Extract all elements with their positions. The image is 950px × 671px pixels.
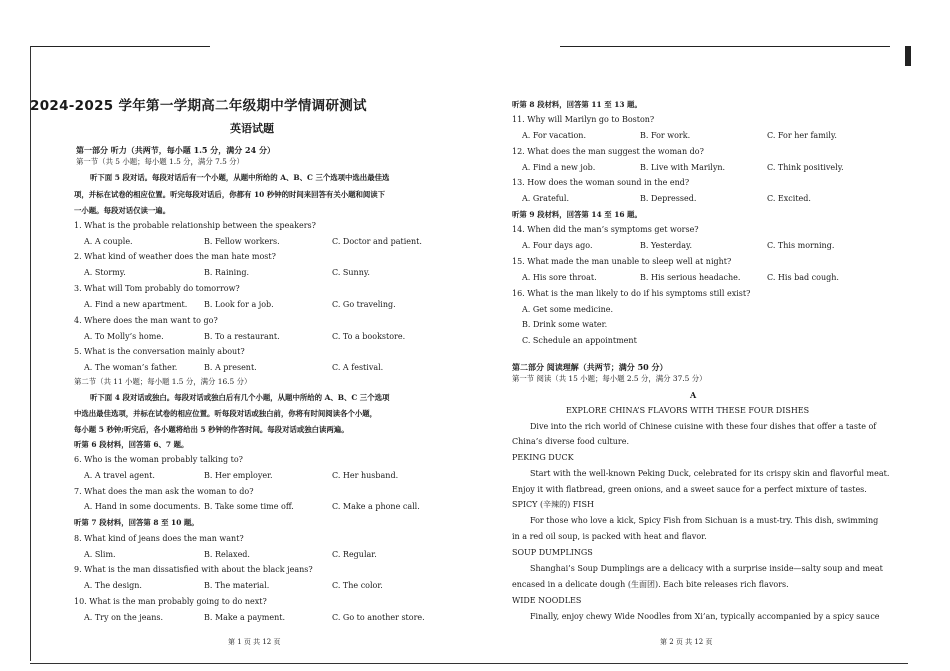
scan-edge-top-right <box>560 46 890 47</box>
part2-heading: 第二部分 阅读理解（共两节；满分 50 分） <box>512 362 668 372</box>
page-footer-2: 第 2 页 共 12 页 <box>660 638 713 646</box>
heading-peking-duck: PEKING DUCK <box>512 453 574 462</box>
q3-stem: 3. What will Tom probably do tomorrow? <box>74 284 240 293</box>
q4-option-a: A. To Molly’s home. <box>84 332 164 341</box>
q13-stem: 13. How does the woman sound in the end? <box>512 178 690 187</box>
section2-instr-2: 中选出最佳选项，并标在试卷的相应位置。听每段对话或独白前，你将有时间阅读各个小题， <box>74 409 378 418</box>
q3-option-c: C. Go traveling. <box>332 300 396 309</box>
section1-instr-3: 一小题。每段对话仅读一遍。 <box>74 206 171 215</box>
q9-option-b: B. The material. <box>204 581 270 590</box>
section2-instr-1: 听下面 4 段对话或独白。每段对话或独白后有几个小题，从题中所给的 A、B、C 三个选项 <box>90 393 390 402</box>
q10-stem: 10. What is the man probably going to do next? <box>74 597 267 606</box>
q12-option-b: B. Live with Marilyn. <box>640 163 726 172</box>
page-footer-1: 第 1 页 共 12 页 <box>228 638 281 646</box>
q14-option-b: B. Yesterday. <box>640 241 693 250</box>
q2-stem: 2. What kind of weather does the man hate most? <box>74 252 276 261</box>
q16-option-b: B. Drink some water. <box>522 320 608 329</box>
soup-line-1: Shanghai’s Soup Dumplings are a delicacy with a surprise inside—salty soup and meat <box>530 564 883 573</box>
scan-edge-right-mark <box>905 46 911 66</box>
intro-line-1: Dive into the rich world of Chinese cuisine with these four dishes that offer a taste of <box>530 422 877 431</box>
q13-option-c: C. Excited. <box>767 194 811 203</box>
q10-option-c: C. Go to another store. <box>332 613 425 622</box>
q11-stem: 11. Why will Marilyn go to Boston? <box>512 115 655 124</box>
q15-option-c: C. His bad cough. <box>767 273 839 282</box>
q12-option-c: C. Think positively. <box>767 163 844 172</box>
q11-option-b: B. For work. <box>640 131 691 140</box>
q5-option-a: A. The woman’s father. <box>84 363 178 372</box>
material-6-heading: 听第 6 段材料，回答第 6、7 题。 <box>74 440 189 449</box>
q15-stem: 15. What made the man unable to sleep well at night? <box>512 257 732 266</box>
q2-option-c: C. Sunny. <box>332 268 370 277</box>
q14-option-c: C. This morning. <box>767 241 835 250</box>
q1-option-a: A. A couple. <box>84 237 133 246</box>
spicy-line-2: in a red oil soup, is packed with heat and flavor. <box>512 532 707 541</box>
q1-option-c: C. Doctor and patient. <box>332 237 422 246</box>
peking-line-1: Start with the well-known Peking Duck, celebrated for its crispy skin and flavorful meat. <box>530 469 890 478</box>
section2-heading: 第二节（共 11 小题；每小题 1.5 分，满分 16.5 分） <box>74 377 252 386</box>
q4-option-b: B. To a restaurant. <box>204 332 280 341</box>
q7-option-b: B. Take some time off. <box>204 502 294 511</box>
q6-option-a: A. A travel agent. <box>84 471 155 480</box>
scan-edge-bottom <box>30 663 908 664</box>
q14-stem: 14. When did the man’s symptoms get worse? <box>512 225 699 234</box>
heading-wide-noodles: WIDE NOODLES <box>512 596 582 605</box>
q1-option-b: B. Fellow workers. <box>204 237 280 246</box>
q3-option-b: B. Look for a job. <box>204 300 274 309</box>
q16-stem: 16. What is the man likely to do if his symptoms still exist? <box>512 289 751 298</box>
spicy-line-1: For those who love a kick, Spicy Fish from Sichuan is a must-try. This dish, swimming <box>530 516 879 525</box>
section1-instr-2: 项，并标在试卷的相应位置。听完每段对话后，你都有 10 秒钟的时间来回答有关小题和阅读下 <box>74 190 386 199</box>
heading-spicy-fish: SPICY (辛辣的) FISH <box>512 500 594 509</box>
q6-stem: 6. Who is the woman probably talking to? <box>74 455 243 464</box>
section1-instr-1: 听下面 5 段对话。每段对话后有一个小题，从题中所给的 A、B、C 三个选项中选出最佳选 <box>90 173 390 182</box>
scan-edge-left <box>30 46 31 661</box>
reading-section-heading: 第一节 阅读（共 15 小题；每小题 2.5 分，满分 37.5 分） <box>512 374 707 383</box>
peking-line-2: Enjoy it with flatbread, green onions, and a sweet sauce for a perfect mixture of tastes. <box>512 485 867 494</box>
q8-option-c: C. Regular. <box>332 550 377 559</box>
q13-option-a: A. Grateful. <box>522 194 570 203</box>
q7-stem: 7. What does the man ask the woman to do? <box>74 487 254 496</box>
q3-option-a: A. Find a new apartment. <box>84 300 188 309</box>
q16-option-a: A. Get some medicine. <box>522 305 613 314</box>
passage-title: EXPLORE CHINA’S FLAVORS WITH THESE FOUR DISHES <box>566 406 810 415</box>
q8-option-a: A. Slim. <box>84 550 116 559</box>
q4-stem: 4. Where does the man want to go? <box>74 316 218 325</box>
exam-subject: 英语试题 <box>230 122 274 135</box>
q13-option-b: B. Depressed. <box>640 194 697 203</box>
q8-option-b: B. Relaxed. <box>204 550 250 559</box>
q1-stem: 1. What is the probable relationship between the speakers? <box>74 221 316 230</box>
q9-option-c: C. The color. <box>332 581 383 590</box>
material-7-heading: 听第 7 段材料，回答第 8 至 10 题。 <box>74 518 199 527</box>
q12-option-a: A. Find a new job. <box>522 163 596 172</box>
q7-option-c: C. Make a phone call. <box>332 502 420 511</box>
q15-option-b: B. His serious headache. <box>640 273 741 282</box>
q10-option-b: B. Make a payment. <box>204 613 286 622</box>
q5-stem: 5. What is the conversation mainly about? <box>74 347 245 356</box>
q2-option-a: A. Stormy. <box>84 268 126 277</box>
q9-stem: 9. What is the man dissatisfied with about the black jeans? <box>74 565 313 574</box>
q6-option-c: C. Her husband. <box>332 471 399 480</box>
material-8-heading: 听第 8 段材料，回答第 11 至 13 题。 <box>512 100 642 109</box>
scan-edge-top <box>30 46 210 47</box>
passage-letter: A <box>690 390 697 400</box>
q2-option-b: B. Raining. <box>204 268 250 277</box>
q12-stem: 12. What does the man suggest the woman do? <box>512 147 704 156</box>
q11-option-a: A. For vacation. <box>522 131 586 140</box>
q16-option-c: C. Schedule an appointment <box>522 336 637 345</box>
q6-option-b: B. Her employer. <box>204 471 273 480</box>
section1-heading: 第一节（共 5 小题；每小题 1.5 分，满分 7.5 分） <box>76 157 244 166</box>
material-9-heading: 听第 9 段材料，回答第 14 至 16 题。 <box>512 210 642 219</box>
q14-option-a: A. Four days ago. <box>522 241 593 250</box>
q10-option-a: A. Try on the jeans. <box>84 613 164 622</box>
intro-line-2: China’s diverse food culture. <box>512 437 630 446</box>
section2-instr-3: 每小题 5 秒钟;听完后，各小题将给出 5 秒钟的作答时间。每段对话或独白读两遍。 <box>74 425 349 434</box>
q15-option-a: A. His sore throat. <box>522 273 597 282</box>
q11-option-c: C. For her family. <box>767 131 837 140</box>
wide-line-1: Finally, enjoy chewy Wide Noodles from Xi’an, typically accompanied by a spicy sauce <box>530 612 880 621</box>
q8-stem: 8. What kind of jeans does the man want? <box>74 534 244 543</box>
part1-heading: 第一部分 听力（共两节，每小题 1.5 分，满分 24 分） <box>76 145 275 155</box>
soup-line-2: encased in a delicate dough (生面团). Each bite releases rich flavors. <box>512 580 789 589</box>
heading-soup-dumplings: SOUP DUMPLINGS <box>512 548 593 557</box>
exam-title: 2024-2025 学年第一学期高二年级期中学情调研测试 <box>30 98 367 114</box>
q5-option-c: C. A festival. <box>332 363 384 372</box>
q7-option-a: A. Hand in some documents. <box>84 502 201 511</box>
q4-option-c: C. To a bookstore. <box>332 332 406 341</box>
q5-option-b: B. A present. <box>204 363 257 372</box>
q9-option-a: A. The design. <box>84 581 142 590</box>
